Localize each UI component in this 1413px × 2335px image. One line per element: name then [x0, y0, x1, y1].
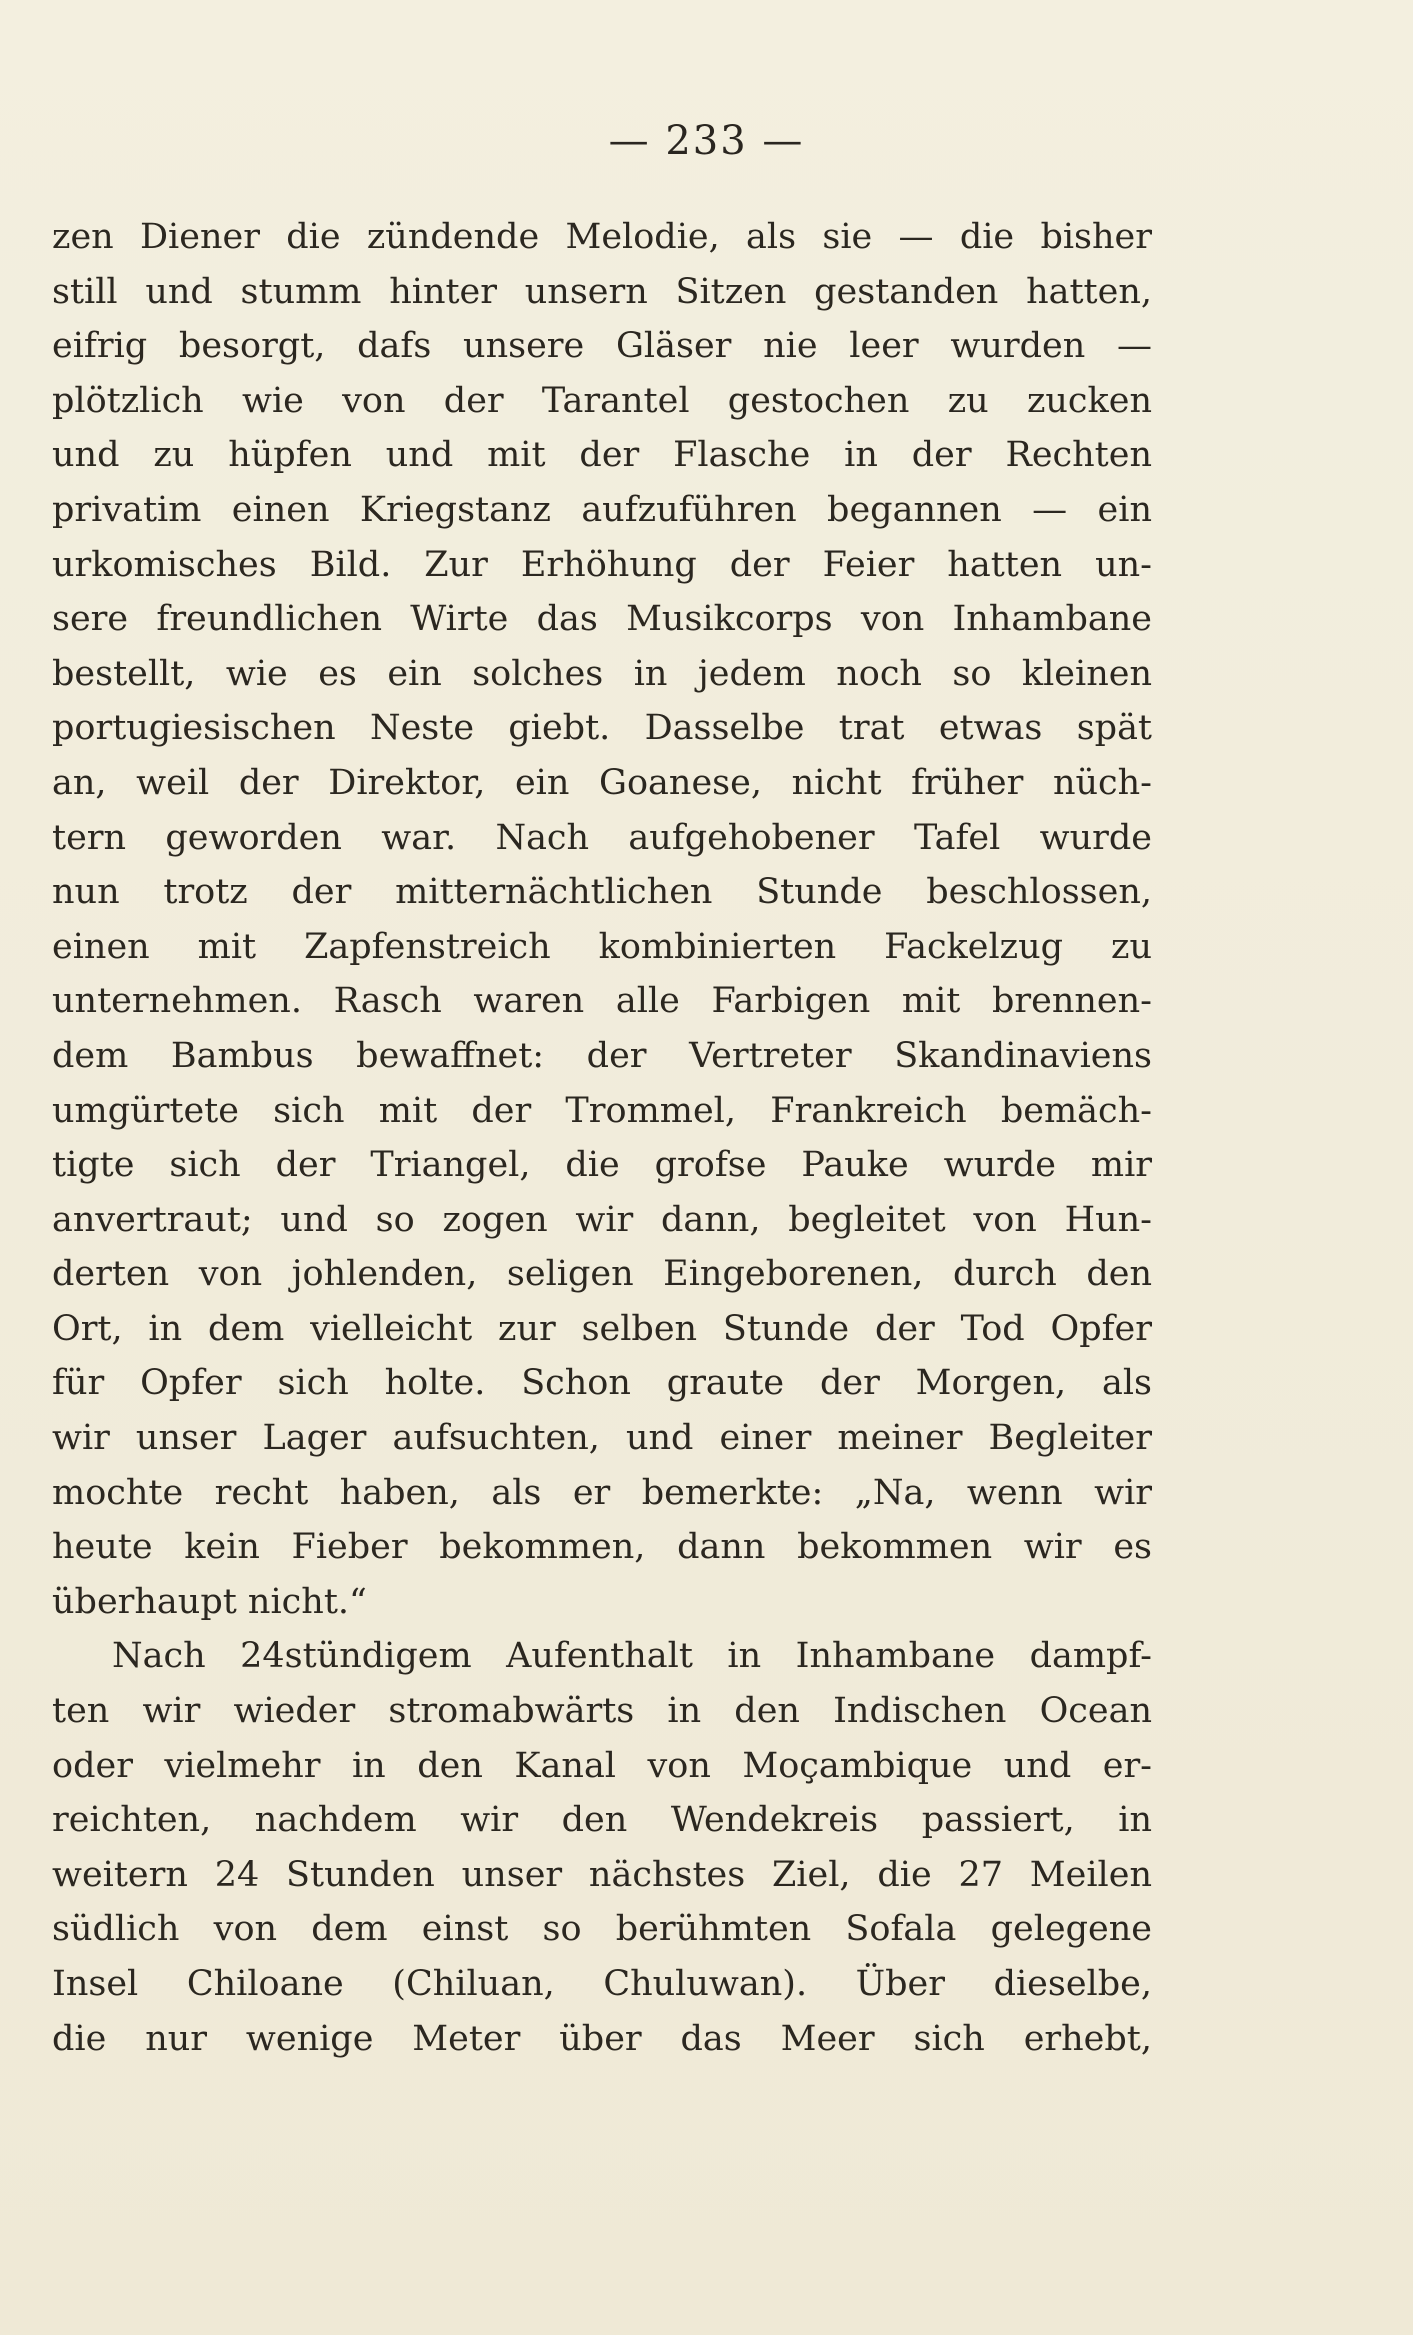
text-line: oder vielmehr in den Kanal von Moçambique und er-: [52, 1745, 1152, 1786]
text-line: weitern 24 Stunden unser nächstes Ziel, die 27 Meilen: [52, 1854, 1152, 1895]
text-line: ten wir wieder stromabwärts in den Indischen Ocean: [52, 1691, 1152, 1732]
text-line: an, weil der Direktor, ein Goanese, nicht früher nüch-: [52, 762, 1152, 803]
text-line: sere freundlichen Wirte das Musikcorps von Inhambane: [52, 599, 1152, 640]
text-line: privatim einen Kriegstanz aufzuführen begannen — ein: [52, 489, 1152, 530]
text-line: mochte recht haben, als er bemerkte: „Na, wenn wir: [52, 1472, 1152, 1513]
text-line: urkomisches Bild. Zur Erhöhung der Feier hatten un-: [52, 544, 1152, 585]
page-number: — 233 —: [608, 118, 805, 164]
text-line: die nur wenige Meter über das Meer sich erhebt,: [52, 2018, 1152, 2059]
text-line: nun trotz der mitternächtlichen Stunde beschlossen,: [52, 872, 1152, 913]
text-line: tern geworden war. Nach aufgehobener Tafel wurde: [52, 817, 1152, 858]
text-line: südlich von dem einst so berühmten Sofala gelegene: [52, 1909, 1152, 1950]
text-line: reichten, nachdem wir den Wendekreis passiert, in: [52, 1800, 1152, 1841]
text-line: Insel Chiloane (Chiluan, Chuluwan). Über dieselbe,: [52, 1964, 1152, 2004]
text-line: still und stumm hinter unsern Sitzen gestanden hatten,: [52, 271, 1152, 312]
body-text: [52, 210, 1152, 2066]
text-line: plötzlich wie von der Tarantel gestochen zu zucken: [52, 380, 1152, 421]
text-line: wir unser Lager aufsuchten, und einer meiner Begleiter: [52, 1418, 1152, 1459]
text-line: und zu hüpfen und mit der Flasche in der Rechten: [52, 435, 1152, 476]
text-line: anvertraut; und so zogen wir dann, begleitet von Hun-: [52, 1199, 1152, 1240]
text-line: einen mit Zapfenstreich kombinierten Fackelzug zu: [52, 926, 1152, 967]
text-line: eifrig besorgt, dafs unsere Gläser nie leer wurden —: [52, 326, 1152, 367]
text-line: portugiesischen Neste giebt. Dasselbe trat etwas spät: [52, 708, 1152, 749]
text-line: umgürtete sich mit der Trommel, Frankreich bemäch-: [52, 1090, 1152, 1131]
paragraph-start-line: Nach 24stündigem Aufenthalt in Inhambane dampf-: [112, 1636, 1152, 1677]
text-line: für Opfer sich holte. Schon graute der Morgen, als: [52, 1363, 1152, 1404]
text-line: bestellt, wie es ein solches in jedem noch so kleinen: [52, 653, 1152, 694]
text-line: heute kein Fieber bekommen, dann bekommen wir es: [52, 1527, 1152, 1568]
paragraph-end-line: überhaupt nicht.“: [52, 1581, 367, 1622]
text-line: zen Diener die zündende Melodie, als sie — die bisher: [52, 217, 1152, 257]
text-line: Ort, in dem vielleicht zur selben Stunde der Tod Opfer: [52, 1308, 1152, 1349]
text-line: dem Bambus bewaffnet: der Vertreter Skandinaviens: [52, 1035, 1152, 1076]
text-line: derten von johlenden, seligen Eingeborenen, durch den: [52, 1254, 1152, 1295]
text-line: tigte sich der Triangel, die grofse Pauke wurde mir: [52, 1145, 1152, 1186]
text-line: unternehmen. Rasch waren alle Farbigen mit brennen-: [52, 981, 1152, 1022]
